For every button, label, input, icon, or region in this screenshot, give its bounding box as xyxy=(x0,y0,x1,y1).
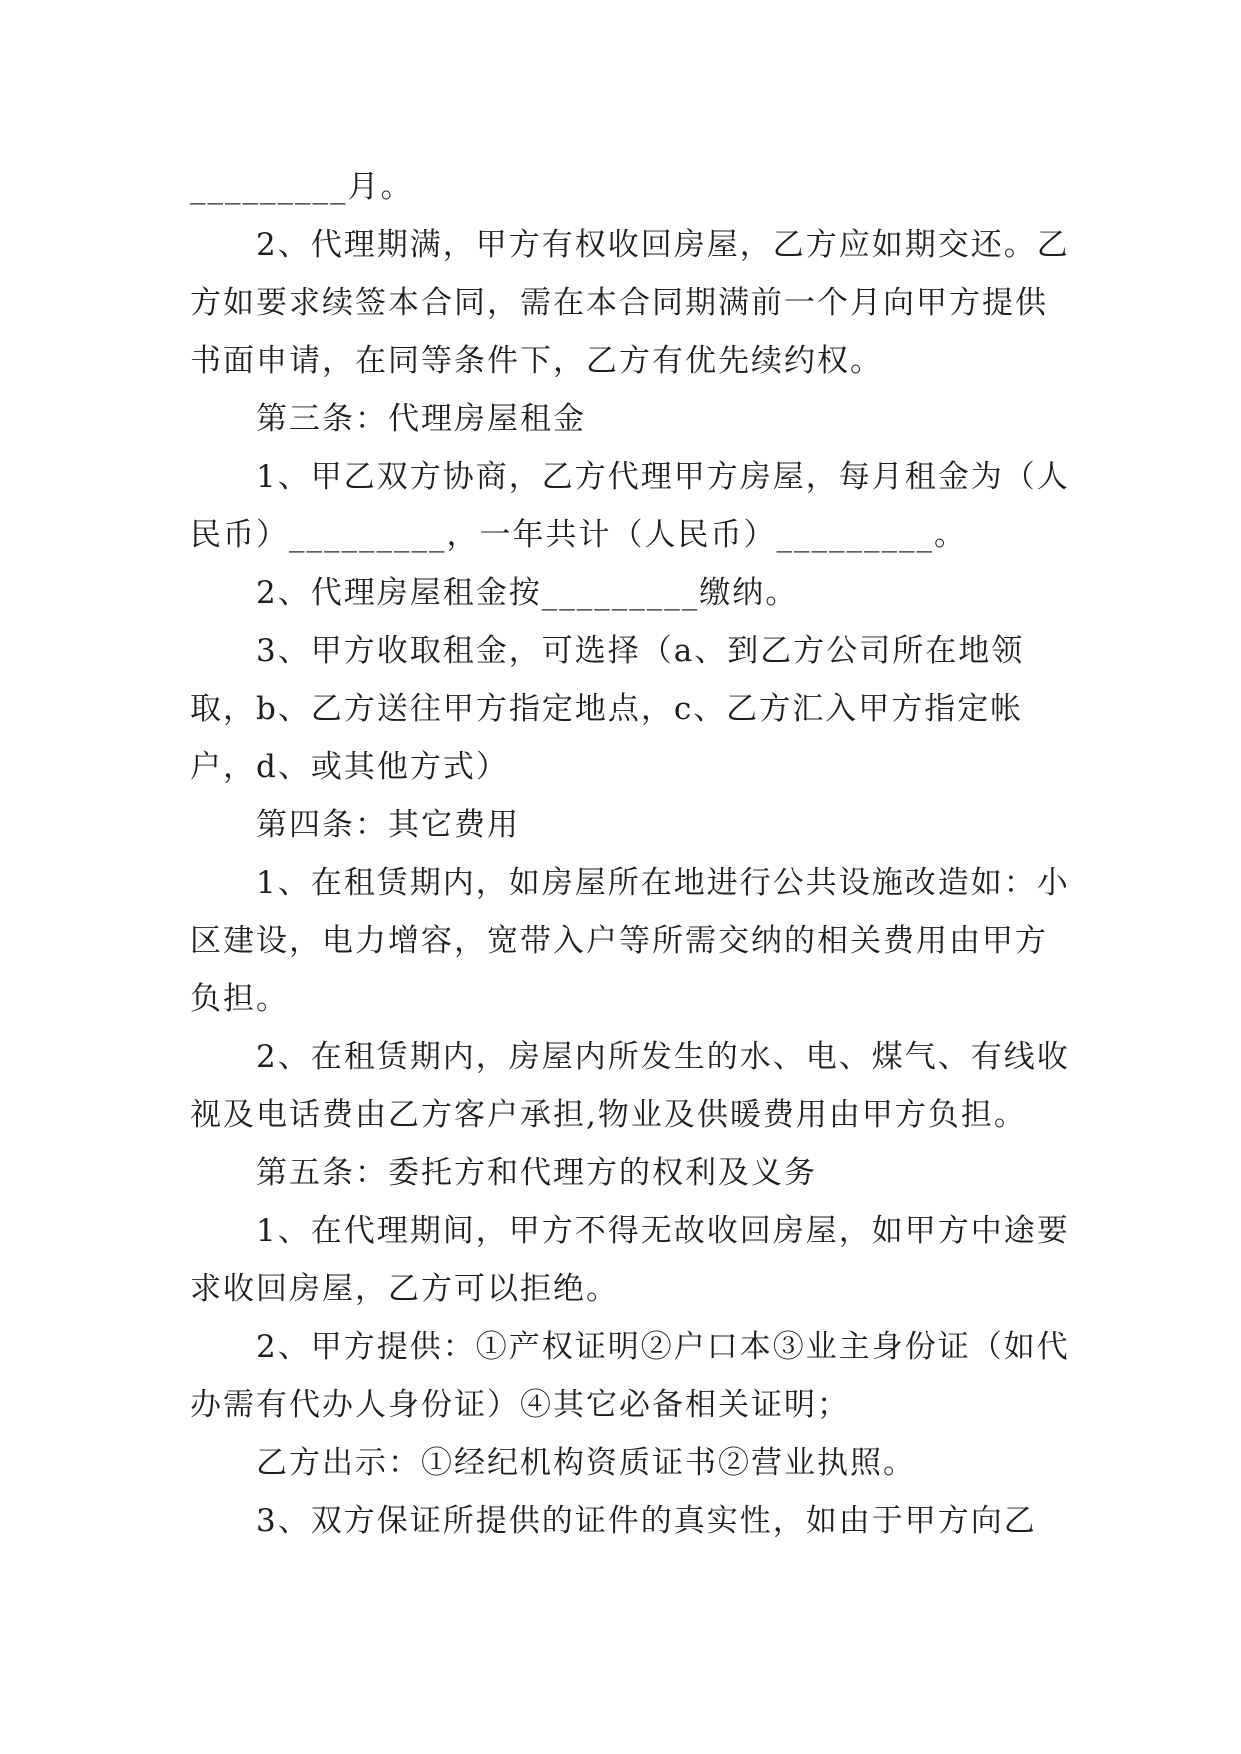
paragraph-rent-amount: 1、甲乙双方协商，乙方代理甲方房屋，每月租金为（人民币）_________，一年共计（人民币）_________。 xyxy=(190,459,1070,553)
paragraph-party-a-documents: 2、甲方提供：①产权证明②户口本③业主身份证（如代办需有代办人身份证）④其它必备相关证明； xyxy=(190,1329,1070,1423)
heading-article-3: 第三条：代理房屋租金 xyxy=(256,401,586,437)
paragraph-utilities: 2、在租赁期内，房屋内所发生的水、电、煤气、有线收视及电话费由乙方客户承担,物业及供暖费用由甲方负担。 xyxy=(190,1039,1070,1133)
paragraph-authenticity: 3、双方保证所提供的证件的真实性，如由于甲方向乙 xyxy=(256,1503,1037,1539)
paragraph-public-facilities: 1、在租赁期内，如房屋所在地进行公共设施改造如：小区建设，电力增容，宽带入户等所需交纳的相关费用由甲方负担。 xyxy=(190,865,1070,1017)
paragraph-rent-payment: 2、代理房屋租金按_________缴纳。 xyxy=(256,575,799,611)
paragraph-term-expiry: 2、代理期满，甲方有权收回房屋，乙方应如期交还。乙方如要求续签本合同，需在本合同期满前一个月向甲方提供书面申请，在同等条件下，乙方有优先续约权。 xyxy=(190,227,1070,379)
paragraph-party-b-documents: 乙方出示：①经纪机构资质证书②营业执照。 xyxy=(256,1445,916,1481)
heading-article-4: 第四条：其它费用 xyxy=(256,807,520,843)
paragraph-no-recall: 1、在代理期间，甲方不得无故收回房屋，如甲方中途要求收回房屋，乙方可以拒绝。 xyxy=(190,1213,1070,1307)
document-body xyxy=(190,158,1070,1550)
paragraph-rent-collection: 3、甲方收取租金，可选择（a、到乙方公司所在地领取，b、乙方送往甲方指定地点，c、乙方汇入甲方指定帐户，d、或其他方式） xyxy=(190,633,1025,785)
paragraph-term-month: _________月。 xyxy=(190,169,414,205)
heading-article-5: 第五条：委托方和代理方的权利及义务 xyxy=(256,1155,817,1191)
